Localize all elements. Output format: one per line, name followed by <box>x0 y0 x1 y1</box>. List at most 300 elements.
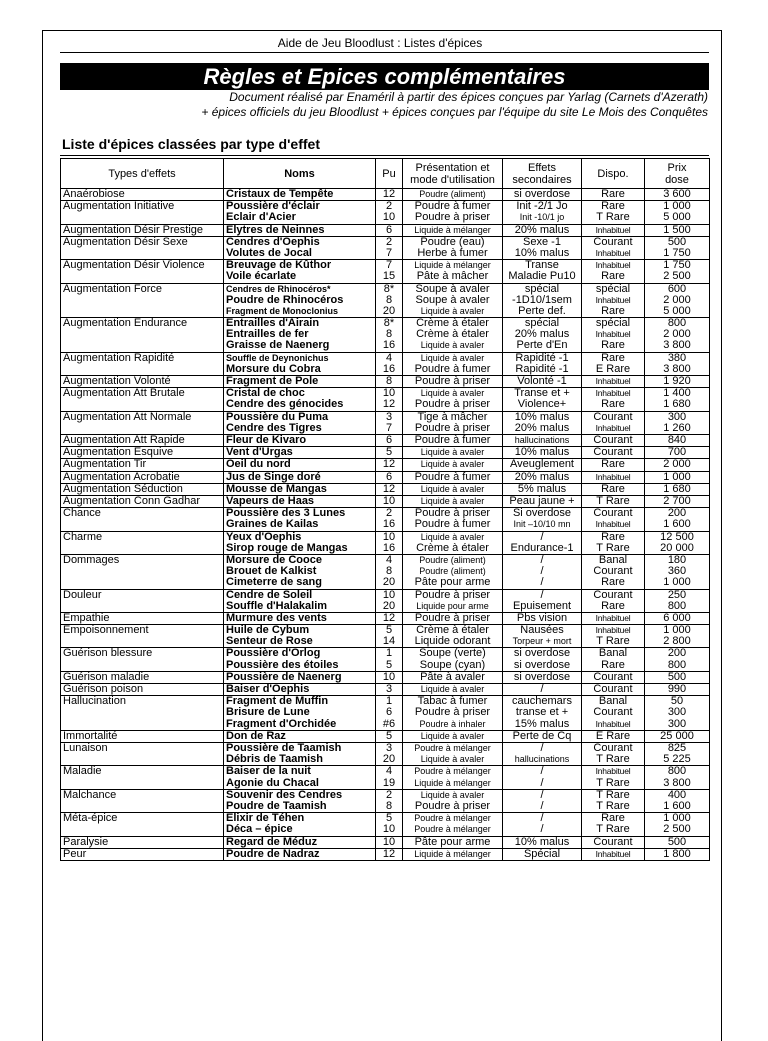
cell-effets-line: Sexe -1 <box>523 236 561 248</box>
cell-effets-line: 10% malus <box>514 446 570 459</box>
cell-nom <box>224 224 376 236</box>
cell-effets <box>503 483 582 495</box>
cell-effets-line: / <box>540 776 544 789</box>
cell-nom-line: Cendres de Rhinocéros* <box>226 283 331 294</box>
cell-prix <box>645 612 710 624</box>
cell-nom <box>224 554 376 589</box>
cell-prix-line: 5 000 <box>663 211 691 224</box>
cell-nom-line: Entrailles de fer <box>226 328 309 341</box>
cell-nom-line: Poussière de Taamish <box>226 742 342 755</box>
cell-pu-line: 8 <box>385 375 393 388</box>
cell-presentation-line: Liquide à avaler <box>420 459 485 470</box>
cell-prix-line: 2 000 <box>663 458 691 471</box>
header-presentation: Présentation et mode d'utilisation <box>403 159 503 189</box>
cell-presentation-line: Liquide pour arme <box>416 600 489 611</box>
cell-pu-line: 14 <box>382 635 396 648</box>
cell-prix <box>645 531 710 554</box>
cell-dispo-line: Inhabituel <box>595 471 631 482</box>
cell-nom <box>224 260 376 283</box>
cell-presentation-line: Crème à étaler <box>416 328 489 341</box>
cell-prix-line: 2 000 <box>663 328 691 341</box>
cell-effets-line: 20% malus <box>514 328 570 341</box>
credit-line-2: + épices officiels du jeu Bloodlust + épices conçues par l'équipe du site Le Mois des Conquêtes <box>201 105 708 119</box>
cell-prix-line: 3 800 <box>663 339 691 352</box>
cell-type: Chance <box>61 508 224 531</box>
cell-nom-line: Graines de Kailas <box>226 518 319 531</box>
cell-presentation-line: Poudre à mélanger <box>414 824 491 835</box>
cell-nom <box>224 589 376 612</box>
cell-pu-line: 4 <box>385 765 393 778</box>
cell-effets <box>503 459 582 471</box>
cell-prix <box>645 836 710 848</box>
cell-effets-line: 5% malus <box>517 483 567 495</box>
cell-pu <box>376 848 403 860</box>
cell-dispo-line: Inhabituel <box>595 224 631 235</box>
cell-presentation-line: Poudre à priser <box>414 799 491 812</box>
cell-prix-line: 500 <box>667 236 687 248</box>
header-rule <box>60 52 709 53</box>
cell-presentation-line: Poudre (aliment) <box>419 554 486 565</box>
cell-dispo <box>582 434 645 446</box>
cell-type: Augmentation Séduction <box>61 483 224 495</box>
cell-presentation <box>403 283 503 318</box>
cell-nom <box>224 434 376 446</box>
cell-presentation <box>403 625 503 648</box>
cell-prix <box>645 554 710 589</box>
table-row <box>61 730 710 742</box>
cell-nom-line: Poussière des étoiles <box>226 658 339 671</box>
cell-pu-line: 12 <box>382 483 396 495</box>
cell-effets <box>503 696 582 731</box>
cell-effets <box>503 789 582 812</box>
table-row <box>61 260 710 283</box>
cell-effets-line: / <box>540 789 544 801</box>
cell-dispo-line: T Rare <box>596 753 630 766</box>
cell-presentation-line: Liquide à avaler <box>420 483 485 494</box>
cell-type: Augmentation Att Normale <box>61 411 224 434</box>
cell-dispo-line: T Rare <box>596 823 630 836</box>
cell-dispo-line: Courant <box>593 434 633 446</box>
cell-type: Lunaison <box>61 743 224 766</box>
cell-presentation-line: Liquide à avaler <box>420 352 485 363</box>
cell-prix-line: 1 000 <box>663 576 691 589</box>
cell-presentation <box>403 388 503 411</box>
cell-type: Douleur <box>61 589 224 612</box>
cell-effets-line: Transe et + <box>514 387 570 400</box>
cell-effets-line: Endurance-1 <box>510 541 574 554</box>
cell-effets-line: spécial <box>524 317 560 330</box>
cell-effets <box>503 648 582 671</box>
cell-pu <box>376 224 403 236</box>
cell-pu <box>376 260 403 283</box>
cell-pu <box>376 508 403 531</box>
cell-dispo <box>582 283 645 318</box>
cell-type: Charme <box>61 531 224 554</box>
cell-dispo-line: E Rare <box>595 730 631 742</box>
cell-nom <box>224 411 376 434</box>
cell-dispo-line: T Rare <box>596 799 630 812</box>
cell-prix-line: 50 <box>670 695 684 708</box>
cell-pu-line: 10 <box>382 836 396 848</box>
cell-pu-line: 8 <box>385 293 393 306</box>
table-row <box>61 554 710 589</box>
cell-nom-line: Vapeurs de Haas <box>226 495 315 507</box>
cell-presentation <box>403 496 503 508</box>
cell-effets-line: -1D10/1sem <box>512 293 572 306</box>
cell-prix-line: 2 800 <box>663 635 691 648</box>
cell-presentation-line: Poudre (aliment) <box>419 566 486 577</box>
table-row <box>61 496 710 508</box>
cell-pu-line: 8* <box>383 283 395 295</box>
cell-nom-line: Morsure de Cooce <box>226 554 322 566</box>
cell-pu <box>376 201 403 224</box>
cell-presentation <box>403 813 503 836</box>
table-row <box>61 848 710 860</box>
cell-prix-line: 1 000 <box>663 471 691 483</box>
cell-prix-line: 500 <box>667 671 687 683</box>
cell-effets <box>503 447 582 459</box>
table-row <box>61 224 710 236</box>
cell-type: Immortalité <box>61 730 224 742</box>
cell-dispo-line: Inhabituel <box>595 247 631 258</box>
cell-pu-line: 4 <box>385 554 393 566</box>
table-row <box>61 671 710 683</box>
cell-presentation-line: Liquide à avaler <box>420 496 485 506</box>
cell-nom-line: Sirop rouge de Mangas <box>226 541 348 554</box>
cell-effets-line: / <box>540 765 544 778</box>
cell-pu-line: 10 <box>382 671 396 683</box>
cell-type: Augmentation Rapidité <box>61 352 224 375</box>
cell-prix-line: 400 <box>667 789 687 801</box>
cell-pu-line: 8 <box>385 565 393 578</box>
cell-nom-line: Cristaux de Tempête <box>226 188 334 200</box>
cell-dispo-line: Inhabituel <box>595 766 631 777</box>
cell-pu-line: 20 <box>382 599 396 612</box>
cell-pu <box>376 766 403 789</box>
cell-type: Augmentation Esquive <box>61 447 224 459</box>
cell-presentation <box>403 730 503 742</box>
cell-prix-line: 2 500 <box>663 270 691 283</box>
cell-pu-line: 3 <box>385 683 393 696</box>
cell-dispo-line: spécial <box>595 283 631 295</box>
cell-pu <box>376 459 403 471</box>
cell-dispo-line: Rare <box>601 576 625 589</box>
cell-dispo-line: Rare <box>601 200 625 213</box>
cell-dispo-line: Inhabituel <box>595 376 631 387</box>
cell-presentation-line: Liquide à mélanger <box>414 777 491 788</box>
cell-prix <box>645 743 710 766</box>
cell-presentation-line: Pâte à avaler <box>420 671 485 683</box>
cell-nom-line: Brisure de Lune <box>226 706 310 719</box>
cell-presentation-line: Poudre à mélanger <box>414 766 491 777</box>
cell-presentation <box>403 589 503 612</box>
table-row <box>61 508 710 531</box>
cell-dispo-line: spécial <box>595 317 631 330</box>
cell-pu-line: 6 <box>385 706 393 719</box>
section-title: Liste d'épices classées par type d'effet <box>62 136 320 152</box>
cell-type: Peur <box>61 848 224 860</box>
cell-dispo-line: Rare <box>601 531 625 543</box>
cell-presentation <box>403 447 503 459</box>
cell-prix <box>645 696 710 731</box>
cell-nom-line: Poussière d'éclair <box>226 200 320 213</box>
cell-pu-line: 3 <box>385 742 393 755</box>
cell-nom-line: Baiser d'Oephis <box>226 683 310 696</box>
cell-presentation-line: Crème à étaler <box>416 317 489 330</box>
cell-prix-line: 825 <box>667 742 687 755</box>
cell-nom-line: Poussière d'Orlog <box>226 647 321 660</box>
cell-effets-line: 10% malus <box>514 411 570 423</box>
cell-presentation-line: Pâte pour arme <box>414 576 491 589</box>
cell-dispo-line: Inhabituel <box>595 422 631 433</box>
cell-effets-line: Transe <box>525 259 559 272</box>
cell-presentation-line: Poudre à priser <box>414 507 491 520</box>
cell-presentation-line: Liquide à avaler <box>420 340 485 351</box>
cell-dispo <box>582 260 645 283</box>
cell-presentation-line: Liquide à avaler <box>420 531 485 542</box>
cell-nom <box>224 189 376 201</box>
cell-dispo-line: Rare <box>601 352 625 364</box>
cell-nom-line: Souvenir des Cendres <box>226 789 343 801</box>
cell-presentation-line: Liquide à avaler <box>420 754 485 765</box>
cell-prix-line: 250 <box>667 589 687 601</box>
cell-presentation <box>403 612 503 624</box>
cell-nom <box>224 671 376 683</box>
cell-nom-line: Cendre des Tigres <box>226 421 322 434</box>
cell-prix <box>645 483 710 495</box>
cell-effets-line: / <box>540 823 544 836</box>
cell-prix-line: 3 600 <box>663 188 691 200</box>
table-row <box>61 411 710 434</box>
table-row <box>61 589 710 612</box>
table-row <box>61 836 710 848</box>
cell-pu <box>376 236 403 259</box>
cell-presentation <box>403 743 503 766</box>
cell-presentation <box>403 531 503 554</box>
cell-presentation-line: Herbe à fumer <box>417 246 488 259</box>
cell-pu <box>376 789 403 812</box>
cell-presentation <box>403 189 503 201</box>
cell-prix <box>645 496 710 508</box>
cell-presentation-line: Poudre à priser <box>414 612 491 624</box>
cell-presentation-line: Tabac à fumer <box>417 695 488 708</box>
cell-pu-line: #6 <box>382 717 396 730</box>
cell-effets-line: hallucinations <box>514 754 570 765</box>
cell-dispo <box>582 318 645 353</box>
cell-pu-line: 1 <box>385 695 393 708</box>
table-row <box>61 684 710 696</box>
cell-presentation-line: Poudre à priser <box>414 375 491 388</box>
cell-type: Augmentation Conn Gadhar <box>61 496 224 508</box>
cell-pu-line: 19 <box>382 776 396 789</box>
cell-prix-line: 360 <box>667 565 687 578</box>
cell-nom <box>224 625 376 648</box>
cell-pu-line: 2 <box>385 507 393 520</box>
cell-effets <box>503 388 582 411</box>
cell-effets-line: / <box>540 589 544 601</box>
cell-nom-line: Brouet de Kalkist <box>226 565 317 578</box>
header-effets: Effets secondaires <box>503 159 582 189</box>
cell-dispo <box>582 483 645 495</box>
cell-prix <box>645 625 710 648</box>
cell-effets <box>503 496 582 508</box>
cell-presentation <box>403 376 503 388</box>
cell-nom <box>224 696 376 731</box>
cell-nom-line: Cristal de choc <box>226 387 305 400</box>
cell-pu <box>376 411 403 434</box>
cell-nom-line: Volutes de Jocal <box>226 246 312 259</box>
cell-pu <box>376 671 403 683</box>
cell-type: Augmentation Acrobatie <box>61 471 224 483</box>
cell-pu <box>376 696 403 731</box>
cell-nom-line: Elixir de Téhen <box>226 812 305 825</box>
cell-prix <box>645 434 710 446</box>
cell-nom <box>224 766 376 789</box>
credit-line-1: Document réalisé par Enaméril à partir des épices conçues par Yarlag (Carnets d'Azerath) <box>229 90 708 104</box>
cell-dispo <box>582 411 645 434</box>
cell-presentation-line: Poudre (eau) <box>420 236 485 248</box>
cell-pu-line: 7 <box>385 421 393 434</box>
cell-pu <box>376 352 403 375</box>
cell-pu-line: 12 <box>382 848 396 860</box>
cell-prix <box>645 589 710 612</box>
cell-dispo-line: Banal <box>598 695 628 708</box>
cell-type: Augmentation Volonté <box>61 376 224 388</box>
cell-prix <box>645 459 710 471</box>
cell-nom <box>224 352 376 375</box>
cell-pu <box>376 612 403 624</box>
cell-nom-line: Cendre de Soleil <box>226 589 313 601</box>
table-row <box>61 471 710 483</box>
cell-nom-line: Baiser de la nuit <box>226 765 311 778</box>
cell-prix <box>645 201 710 224</box>
cell-pu-line: 8* <box>383 317 395 330</box>
cell-nom-line: Elytres de Neinnes <box>226 224 325 236</box>
cell-effets-line: Rapidité -1 <box>515 362 569 375</box>
cell-presentation-line: Crème à étaler <box>416 541 489 554</box>
cell-presentation-line: Liquide à avaler <box>420 789 485 800</box>
cell-dispo-line: T Rare <box>596 211 630 224</box>
cell-dispo <box>582 508 645 531</box>
cell-pu <box>376 730 403 742</box>
cell-pu <box>376 625 403 648</box>
cell-presentation <box>403 224 503 236</box>
cell-effets <box>503 352 582 375</box>
cell-pu-line: 3 <box>385 411 393 423</box>
cell-pu-line: 2 <box>385 200 393 213</box>
cell-type: Paralysie <box>61 836 224 848</box>
cell-presentation-line: Poudre à fumer <box>414 200 491 213</box>
table-row <box>61 625 710 648</box>
cell-nom <box>224 447 376 459</box>
cell-dispo <box>582 189 645 201</box>
cell-prix-line: 200 <box>667 647 687 660</box>
cell-pu-line: 4 <box>385 352 393 364</box>
cell-nom <box>224 508 376 531</box>
cell-prix-line: 800 <box>667 658 687 671</box>
cell-prix <box>645 766 710 789</box>
table-row <box>61 388 710 411</box>
cell-dispo <box>582 813 645 836</box>
cell-prix-line: 1 680 <box>663 483 691 495</box>
cell-dispo-line: T Rare <box>596 635 630 648</box>
cell-type: Méta-épice <box>61 813 224 836</box>
table-row <box>61 696 710 731</box>
cell-presentation <box>403 836 503 848</box>
cell-presentation <box>403 483 503 495</box>
cell-nom-line: Fragment d'Orchidée <box>226 717 337 730</box>
cell-nom-line: Jus de Singe doré <box>226 471 321 483</box>
cell-presentation <box>403 411 503 434</box>
cell-presentation-line: Liquide à avaler <box>420 447 485 458</box>
cell-effets <box>503 589 582 612</box>
cell-prix-line: 700 <box>667 446 687 459</box>
cell-nom-line: Cimeterre de sang <box>226 576 322 589</box>
cell-dispo <box>582 201 645 224</box>
cell-nom <box>224 201 376 224</box>
cell-dispo-line: Banal <box>598 554 628 566</box>
cell-effets <box>503 684 582 696</box>
cell-dispo <box>582 648 645 671</box>
cell-presentation <box>403 684 503 696</box>
table-row <box>61 813 710 836</box>
cell-prix-line: 1 260 <box>663 421 691 434</box>
cell-presentation-line: Poudre à priser <box>414 398 491 411</box>
cell-prix-line: 1 600 <box>663 799 691 812</box>
cell-effets-line: 15% malus <box>514 717 570 730</box>
cell-nom-line: Poudre de Nadraz <box>226 848 320 860</box>
cell-type: Augmentation Att Rapide <box>61 434 224 446</box>
cell-pu-line: 7 <box>385 259 393 272</box>
table-row <box>61 236 710 259</box>
cell-dispo <box>582 743 645 766</box>
cell-nom-line: Mousse de Mangas <box>226 483 327 495</box>
cell-dispo-line: Rare <box>601 812 625 825</box>
cell-effets-line: Rapidité -1 <box>515 352 569 364</box>
cell-dispo <box>582 696 645 731</box>
cell-prix-line: 600 <box>667 283 687 295</box>
cell-effets-line: Torpeur + mort <box>512 636 572 647</box>
cell-prix-line: 2 700 <box>663 495 691 507</box>
cell-presentation <box>403 352 503 375</box>
cell-type: Empathie <box>61 612 224 624</box>
cell-dispo <box>582 459 645 471</box>
cell-presentation <box>403 434 503 446</box>
cell-presentation <box>403 671 503 683</box>
table-body <box>61 189 710 861</box>
cell-type: Hallucination <box>61 696 224 731</box>
table-row <box>61 612 710 624</box>
table-row <box>61 743 710 766</box>
cell-prix <box>645 283 710 318</box>
cell-effets-line: / <box>540 799 544 812</box>
cell-effets <box>503 224 582 236</box>
cell-prix-line: 1 000 <box>663 624 691 637</box>
cell-presentation-line: Soupe (verte) <box>419 647 486 660</box>
cell-effets <box>503 671 582 683</box>
cell-effets <box>503 376 582 388</box>
cell-presentation-line: Liquide à mélanger <box>414 224 491 235</box>
cell-dispo <box>582 671 645 683</box>
cell-effets-line: / <box>540 531 544 543</box>
cell-prix-line: 25 000 <box>660 730 694 742</box>
cell-effets-line: / <box>540 554 544 566</box>
cell-pu-line: 12 <box>382 612 396 624</box>
cell-nom <box>224 836 376 848</box>
cell-nom <box>224 648 376 671</box>
cell-nom-line: Vent d'Urgas <box>226 446 293 459</box>
cell-dispo-line: Inhabituel <box>595 718 631 729</box>
